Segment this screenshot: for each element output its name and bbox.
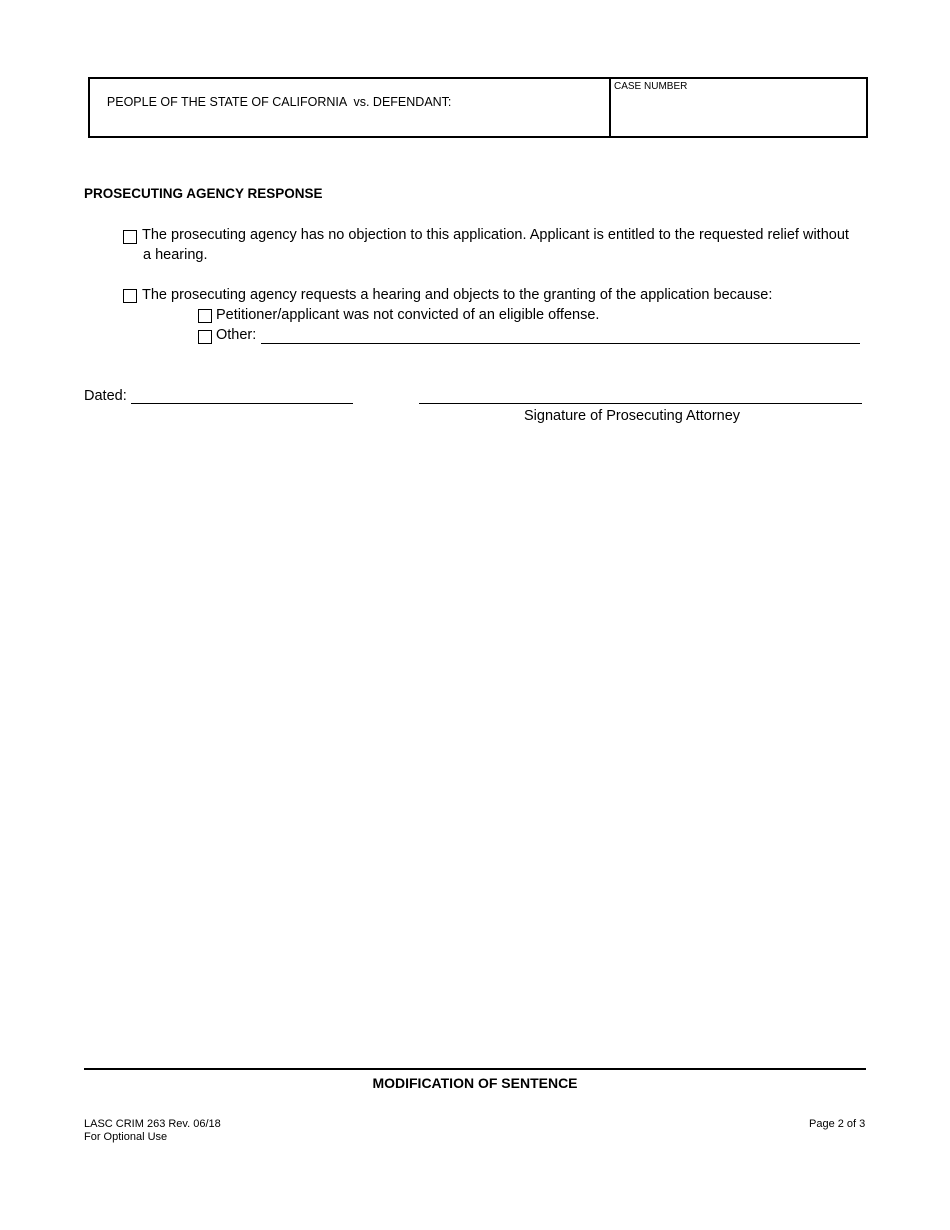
signature-label: Signature of Prosecuting Attorney <box>524 408 741 424</box>
other-reason-line[interactable] <box>261 343 860 344</box>
signature-line[interactable] <box>419 403 862 404</box>
section-title: PROSECUTING AGENCY RESPONSE <box>84 186 323 201</box>
requests-hearing-checkbox[interactable] <box>123 289 137 303</box>
requests-hearing-text: The prosecuting agency requests a hearing and objects to the granting of the application because: <box>142 287 773 303</box>
case-caption-label: PEOPLE OF THE STATE OF CALIFORNIA vs. DEFENDANT: <box>106 95 452 109</box>
case-number-field[interactable] <box>611 79 866 136</box>
other-checkbox[interactable] <box>198 330 212 344</box>
other-label: Other: <box>216 327 257 343</box>
date-line[interactable] <box>131 403 353 404</box>
case-number-label: CASE NUMBER <box>614 81 688 92</box>
not-convicted-text: Petitioner/applicant was not convicted of an eligible offense. <box>216 307 600 323</box>
case-header-box <box>88 77 868 138</box>
dated-label: Dated: <box>84 388 127 404</box>
no-objection-text: The prosecuting agency has no objection to this application. Applicant is entitled to the requested relief without <box>142 227 849 243</box>
not-convicted-checkbox[interactable] <box>198 309 212 323</box>
no-objection-checkbox[interactable] <box>123 230 137 244</box>
page-number: Page 2 of 3 <box>809 1118 866 1130</box>
footer-divider <box>84 1068 866 1070</box>
form-title: MODIFICATION OF SENTENCE <box>372 1075 578 1091</box>
form-usage: For Optional Use <box>84 1131 168 1143</box>
no-objection-text-continued: a hearing. <box>143 247 208 263</box>
form-id: LASC CRIM 263 Rev. 06/18 <box>84 1118 221 1130</box>
case-caption-field[interactable] <box>90 79 611 136</box>
